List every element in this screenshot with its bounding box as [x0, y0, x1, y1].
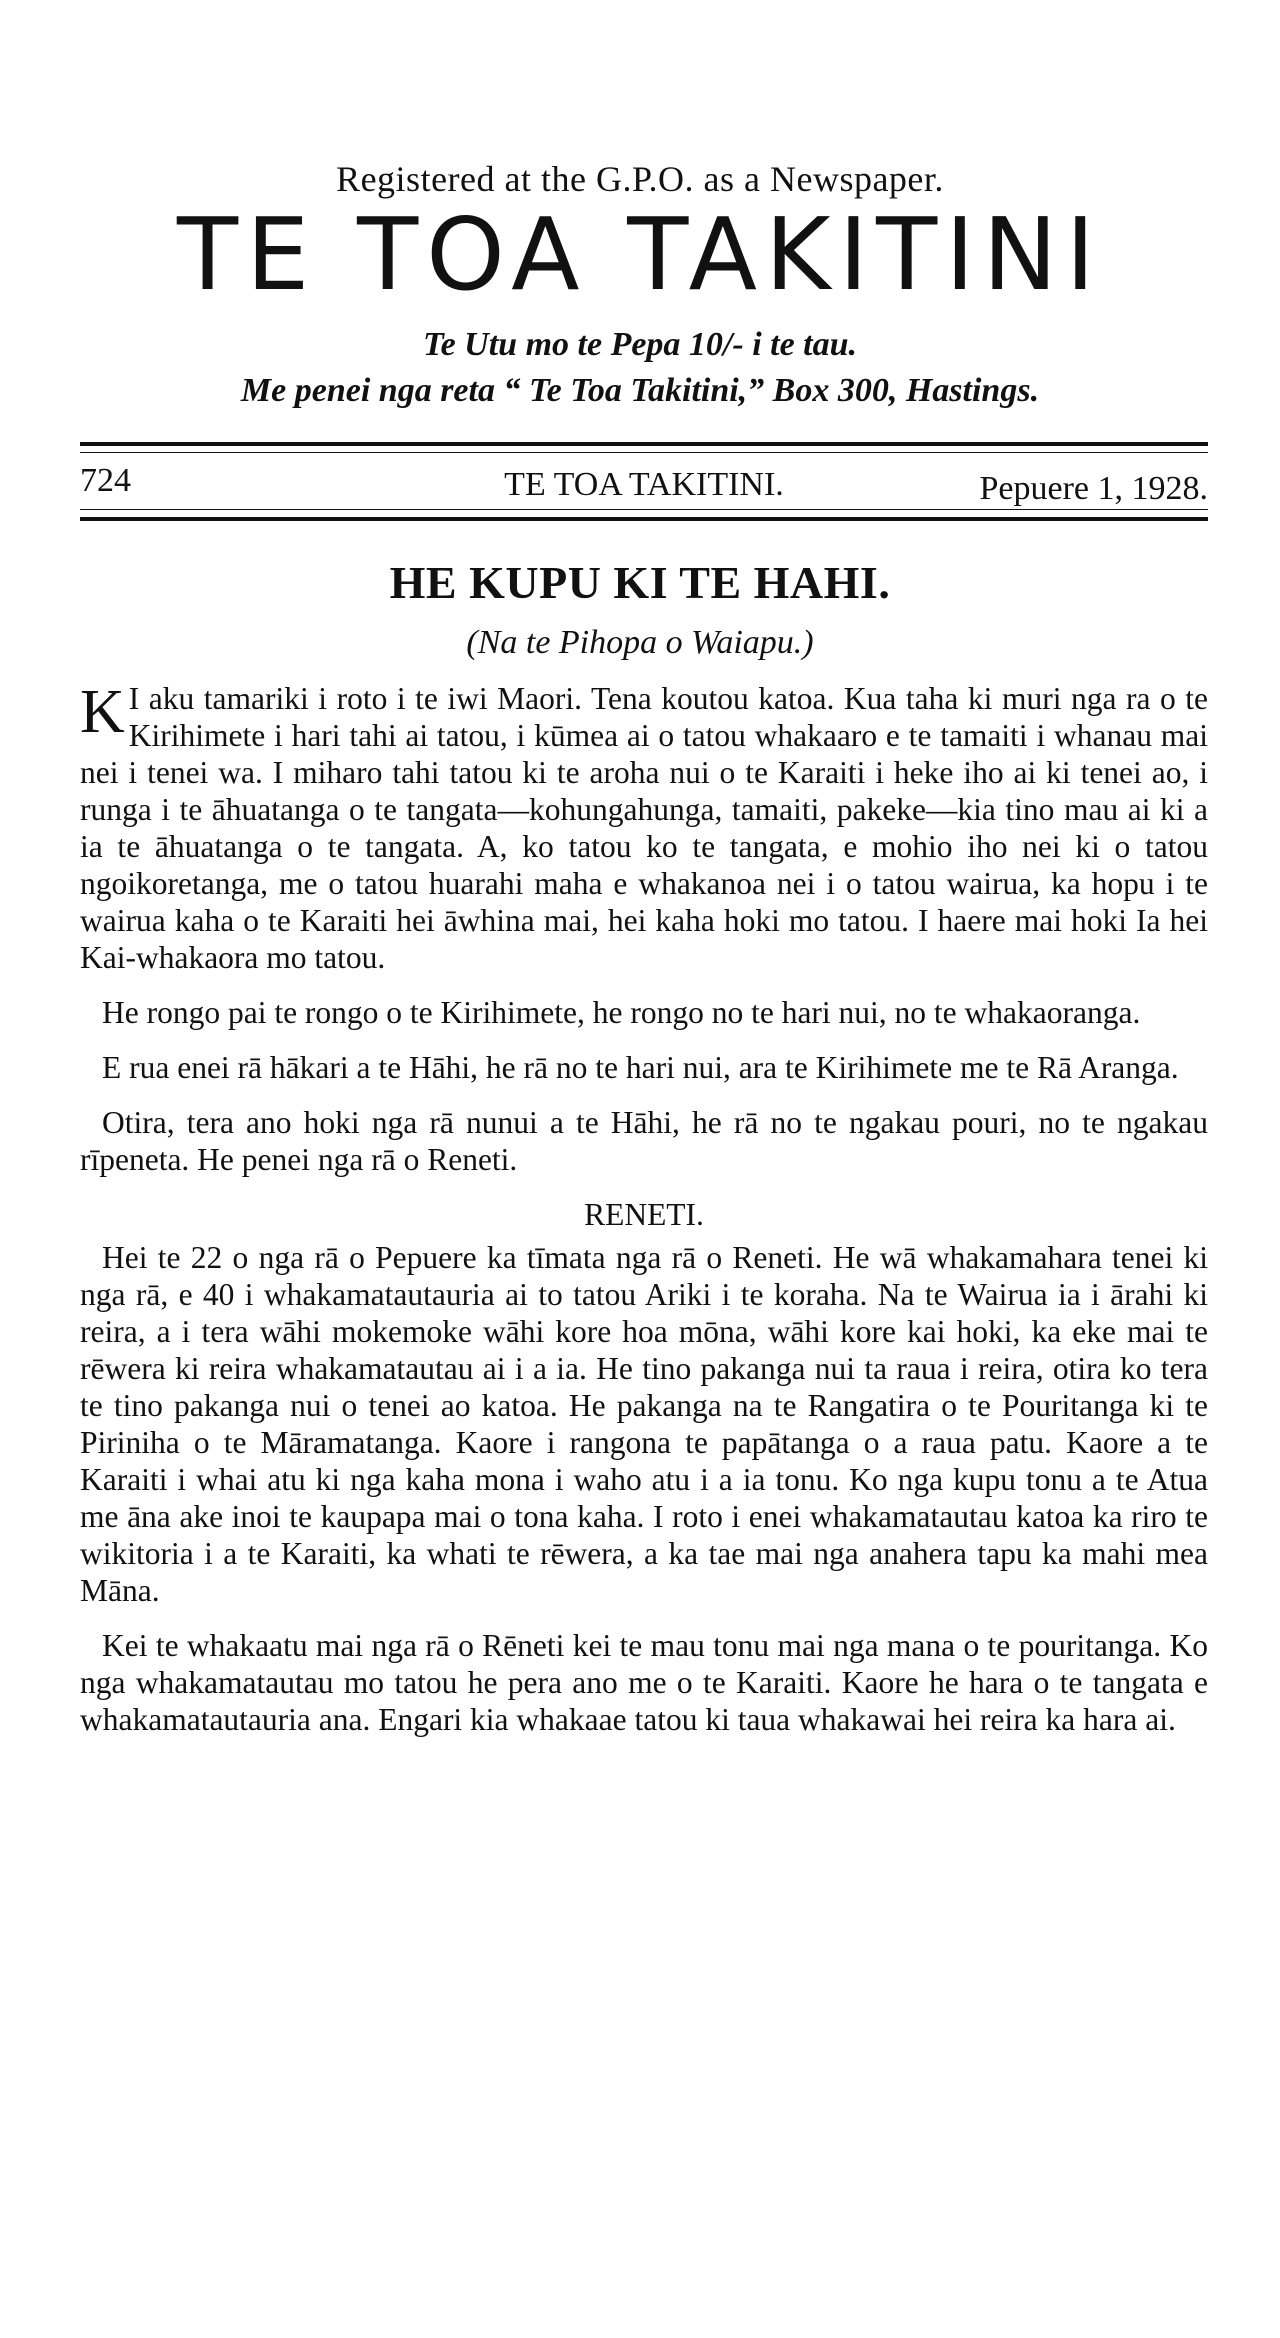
paragraph-text: I aku tamariki i roto i te iwi Maori. Tena koutou katoa. Kua taha ki muri nga ra o te Kirihimete i hari tahi ai tatou, i kūmea ai o tatou whakaaro e te tamaiti i whanau mai nei i tenei wa. I miharo tahi tatou ki te aroha nui o te Karaiti i heke iho ai ki tenei ao, i runga i te āhuatanga o te tangata—kohungahunga, tamaiti, pakeke—kia tino mau ai ki a ia te āhuatanga o te tangata. A, ko tatou ko te tangata, e mohio iho nei ki o tatou ngoikoretanga, me o tatou huarahi maha e whakanoa nei i o tatou wairua, ka hopu i te wairua kaha o te Karaiti hei āwhina mai, hei kaha hoki mo tatou. I haere mai hoki Ia hei Kai-whakaora mo tatou. — [80, 681, 1208, 975]
bottom-rule-thin — [80, 509, 1208, 510]
paragraph-4: Otira, tera ano hoki nga rā nunui a te Hāhi, he rā no te ngakau pouri, no te ngakau rīpeneta. He penei nga rā o Reneti. — [80, 1105, 1208, 1177]
registration-notice: Registered at the G.P.O. as a Newspaper. — [336, 159, 944, 199]
subscription-price: Te Utu mo te Pepa 10/- i te tau. — [422, 326, 858, 363]
top-rule-thin — [80, 452, 1208, 453]
paragraph-3: E rua enei rā hākari a te Hāhi, he rā no te hari nui, ara te Kirihimete me te Rā Aranga. — [102, 1050, 1179, 1085]
section-heading: RENETI. — [584, 1197, 704, 1232]
bottom-rule-thick — [80, 517, 1208, 521]
drop-cap: K — [80, 678, 125, 746]
section-paragraph-2: Kei te whakaatu mai nga rā o Rēneti kei te mau tonu mai nga mana o te pouritanga. Ko nga whakamatautau mo tatou he pera ano me o te Karaiti. Kaore he hara o te tangata e whakamatautauria ana. Engari kia whakaae tatou ki taua whakawai hei reira ka hara ai. — [80, 1628, 1208, 1737]
paper-name: TE TOA TAKITINI. — [504, 466, 784, 503]
article-title: HE KUPU KI TE HAHI. — [389, 557, 891, 608]
article-body — [80, 680, 1208, 1756]
masthead: TE TOA TAKITINI — [177, 196, 1103, 313]
page-number: 724 — [80, 462, 131, 499]
section-paragraph-1: Hei te 22 o nga rā o Pepuere ka tīmata nga rā o Reneti. He wā whakamahara tenei ki nga rā, e 40 i whakamatautauria ai to tatou Ariki i te koraha. Na te Wairua ia i ārahi ki reira, a i tera wāhi mokemoke wāhi kore hoa mōna, wāhi kore kai hoki, ka eke mai te rēwera ki reira whakamatautau ai i a ia. He tino pakanga nui ta raua i reira, otira ko tera te tino pakanga nui o tenei ao katoa. He pakanga na te Rangatira o te Pouritanga ki te Piriniha o te Māramatanga. Kaore i rangona te papātanga o a raua patu. Kaore a te Karaiti i whai atu ki nga kaha mona i waho atu i a ia tonu. Ko nga kupu tonu a te Atua me āna ake inoi te kaupapa mai o tona kaha. I roto i enei whakamatautau katoa ka riro te wikitoria i a te Karaiti, ka whati te rēwera, a ka tae mai nga anahera tapu ka mahi mea Māna. — [80, 1240, 1208, 1608]
issue-date: Pepuere 1, 1928. — [979, 470, 1208, 507]
article-byline: (Na te Pihopa o Waiapu.) — [466, 624, 814, 661]
running-head — [80, 456, 1208, 508]
mailing-address: Me penei nga reta “ Te Toa Takitini,” Box 300, Hastings. — [240, 372, 1040, 409]
paragraph-2: He rongo pai te rongo o te Kirihimete, he rongo no te hari nui, no te whakaoranga. — [102, 995, 1141, 1030]
top-rule-thick — [80, 442, 1208, 446]
paragraph-1 — [80, 680, 1208, 976]
